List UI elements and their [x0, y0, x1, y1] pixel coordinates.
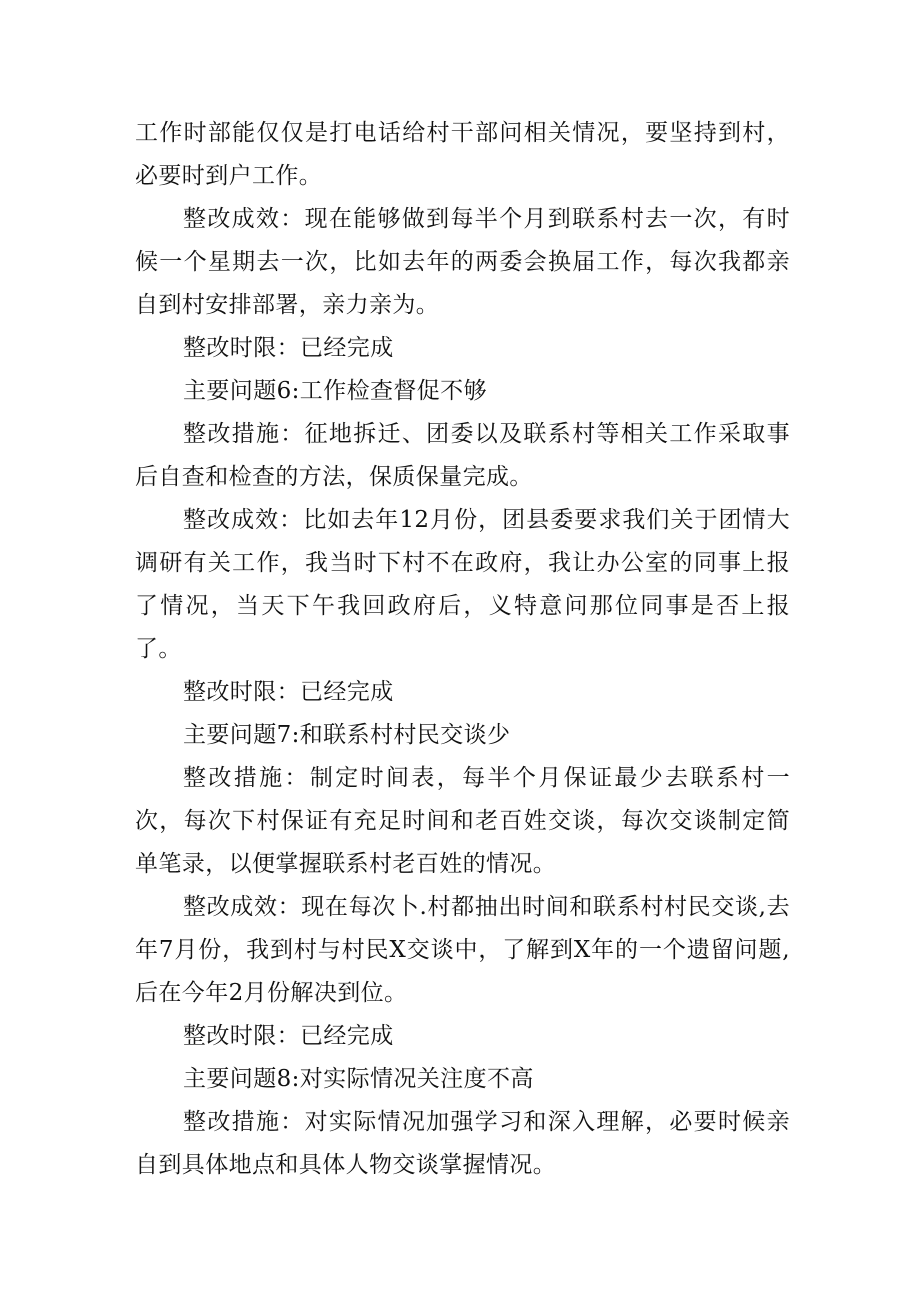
paragraph-rectification-measure: 整改措施：对实际情况加强学习和深入理解，必要时候亲自到具体地点和具体人物交谈掌握情况。 — [135, 1109, 790, 1178]
paragraph-main-issue-7: 主要问题7:和联系村村民交谈少 — [183, 722, 511, 748]
document-body — [135, 112, 790, 1187]
paragraph-main-issue-6: 主要问题6:工作检查督促不够 — [183, 378, 487, 404]
paragraph-deadline: 整改时限：已经完成 — [183, 679, 394, 705]
paragraph-rectification-result: 整改成效：比如去年12月份，团县委要求我们关于团情大调研有关工作，我当时下村不在政府，我让办公室的同事上报了情况，当天下午我回政府后，义特意问那位同事是否上报了。 — [135, 507, 790, 662]
paragraph-rectification-result: 整改成效：现在能够做到每半个月到联系村去一次，有时候一个星期去一次，比如去年的两委会换届工作，每次我都亲自到村安排部署，亲力亲为。 — [135, 206, 790, 318]
paragraph-deadline: 整改时限：已经完成 — [183, 335, 394, 361]
paragraph-rectification-measure: 整改措施：制定时间表，每半个月保证最少去联系村一次，每次下村保证有充足时间和老百姓交谈，每次交谈制定简单笔录，以便掌握联系村老百姓的情况。 — [135, 765, 790, 877]
paragraph-main-issue-8: 主要问题8:对实际情况关注度不高 — [183, 1066, 534, 1092]
paragraph-rectification-result: 整改成效：现在每次卜.村都抽出时间和联系村村民交谈,去年7月份，我到村与村民X交谈中，了解到X年的一个遗留问题,后在今年2月份解决到位。 — [135, 894, 790, 1006]
paragraph-rectification-measure: 整改措施：征地拆迁、团委以及联系村等相关工作采取事后自查和检查的方法，保质保量完成。 — [135, 421, 790, 490]
paragraph-continuation: 工作时部能仅仅是打电话给村干部问相关情况，要坚持到村，必要时到户工作。 — [135, 120, 790, 189]
paragraph-deadline: 整改时限：已经完成 — [183, 1023, 394, 1049]
